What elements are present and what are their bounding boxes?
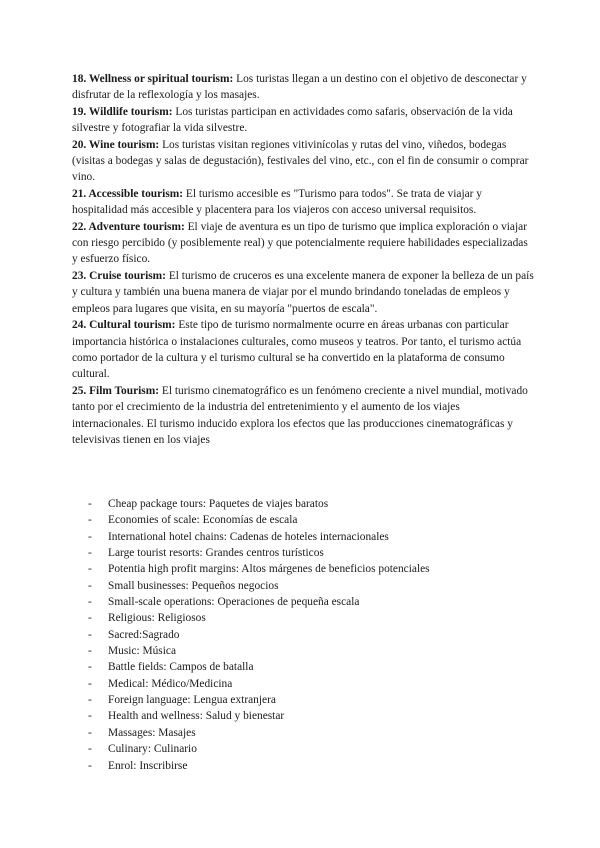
entry-wellness-tourism bbox=[72, 71, 534, 104]
list-dash: - bbox=[88, 661, 92, 674]
list-item bbox=[88, 512, 528, 528]
list-dash: - bbox=[88, 579, 92, 592]
list-item bbox=[88, 578, 528, 594]
entry-text: Este tipo de turismo normalmente ocurre en áreas urbanas con particular importancia histórica o instalaciones culturales, como museos y teatros. Por tanto, el turismo actúa como portador de la cultura y el turismo cultural se ha convertido en la plataforma de consumo cultural. bbox=[72, 319, 522, 381]
list-item-text: International hotel chains: Cadenas de hoteles internacionales bbox=[108, 530, 389, 543]
list-item-text: Medical: Médico/Medicina bbox=[108, 677, 233, 690]
entry-text: Los turistas visitan regiones vitivinícolas y rutas del vino, viñedos, bodegas (visitas a bodegas y salas de degustación), festivales del vino, etc., con el fin de consumir o comprar vino. bbox=[72, 138, 529, 184]
list-item bbox=[88, 692, 528, 708]
entry-title: 22. Adventure tourism: bbox=[72, 220, 185, 233]
entry-accessible-tourism bbox=[72, 186, 534, 219]
list-item-text: Culinary: Culinario bbox=[108, 743, 197, 756]
list-dash: - bbox=[88, 563, 92, 576]
list-dash: - bbox=[88, 743, 92, 756]
list-item bbox=[88, 496, 528, 512]
entry-wine-tourism bbox=[72, 137, 534, 186]
list-item-text: Enrol: Inscribirse bbox=[108, 759, 188, 772]
entry-title: 24. Cultural tourism: bbox=[72, 319, 176, 332]
list-item-text: Massages: Masajes bbox=[108, 726, 196, 739]
entry-wildlife-tourism bbox=[72, 104, 534, 137]
list-item bbox=[88, 610, 528, 626]
list-item-text: Sacred:Sagrado bbox=[108, 628, 180, 641]
entry-title: 19. Wildlife tourism: bbox=[72, 105, 173, 118]
entry-cruise-tourism bbox=[72, 268, 534, 317]
list-dash: - bbox=[88, 612, 92, 625]
list-dash: - bbox=[88, 710, 92, 723]
list-item bbox=[88, 594, 528, 610]
list-dash: - bbox=[88, 530, 92, 543]
list-item-text: Large tourist resorts: Grandes centros turísticos bbox=[108, 547, 324, 560]
list-dash: - bbox=[88, 677, 92, 690]
list-dash: - bbox=[88, 547, 92, 560]
list-item-text: Economies of scale: Economías de escala bbox=[108, 514, 298, 527]
list-item bbox=[88, 725, 528, 741]
entry-adventure-tourism bbox=[72, 219, 534, 268]
list-item-text: Battle fields: Campos de batalla bbox=[108, 661, 254, 674]
list-item-text: Cheap package tours: Paquetes de viajes baratos bbox=[108, 498, 329, 510]
list-item-text: Foreign language: Lengua extranjera bbox=[108, 694, 276, 707]
list-item bbox=[88, 708, 528, 724]
entry-title: 18. Wellness or spiritual tourism: bbox=[72, 73, 234, 85]
entry-text: Los turistas participan en actividades como safaris, observación de la vida silvestre y fotografiar la vida silvestre. bbox=[72, 105, 513, 135]
entry-text: El turismo accesible es "Turismo para todos". Se trata de viajar y hospitalidad más accesible y placentera para los viajeros con acceso universal requisitos. bbox=[72, 187, 483, 217]
vocabulary-list bbox=[88, 496, 528, 774]
list-dash: - bbox=[88, 759, 92, 772]
list-item-text: Potentia high profit margins: Altos márgenes de beneficios potenciales bbox=[108, 563, 430, 576]
list-item bbox=[88, 741, 528, 757]
entry-text: El viaje de aventura es un tipo de turismo que implica exploración o viajar con riesgo percibido (y posiblemente real) y que potencialmente requiere habilidades especializadas y esfuerzo físico. bbox=[72, 220, 528, 266]
list-dash: - bbox=[88, 628, 92, 641]
list-dash: - bbox=[88, 694, 92, 707]
list-item-text: Small-scale operations: Operaciones de pequeña escala bbox=[108, 596, 360, 609]
entry-text: El turismo de cruceros es una excelente manera de exponer la belleza de un país y cultura y también una buena manera de viajar por el mundo brindando toneladas de empleos y empleos para lugares que visita, en su mayoría "puertos de escala". bbox=[72, 269, 534, 315]
list-item bbox=[88, 643, 528, 659]
list-item bbox=[88, 561, 528, 577]
list-item bbox=[88, 659, 528, 675]
list-item bbox=[88, 545, 528, 561]
entry-title: 25. Film Tourism: bbox=[72, 384, 160, 397]
tourism-types-section bbox=[72, 71, 534, 448]
list-item-text: Small businesses: Pequeños negocios bbox=[108, 579, 279, 592]
list-item-text: Music: Música bbox=[108, 645, 177, 658]
list-item-text: Health and wellness: Salud y bienestar bbox=[108, 710, 285, 723]
list-dash: - bbox=[88, 645, 92, 658]
list-item bbox=[88, 676, 528, 692]
list-item bbox=[88, 529, 528, 545]
list-item bbox=[88, 758, 528, 774]
entry-text: Los turistas llegan a un destino con el objetivo de desconectar y disfrutar de la reflexología y los masajes. bbox=[72, 73, 527, 102]
entry-title: 20. Wine tourism: bbox=[72, 138, 160, 151]
entry-film-tourism bbox=[72, 383, 534, 449]
list-item-text: Religious: Religiosos bbox=[108, 612, 206, 625]
entry-cultural-tourism bbox=[72, 317, 534, 383]
list-dash: - bbox=[88, 726, 92, 739]
entry-title: 21. Accessible tourism: bbox=[72, 187, 184, 200]
list-dash: - bbox=[88, 514, 92, 527]
list-item bbox=[88, 627, 528, 643]
list-dash: - bbox=[88, 596, 92, 609]
list-dash: - bbox=[88, 498, 92, 510]
entry-title: 23. Cruise tourism: bbox=[72, 269, 166, 282]
entry-text: El turismo cinematográfico es un fenómeno creciente a nivel mundial, motivado tanto por el crecimiento de la industria del entretenimiento y el aumento de los viajes internacionales. El turismo inducido explora los efectos que las producciones cinematográficas y televisivas tienen en los viajes bbox=[72, 384, 528, 446]
